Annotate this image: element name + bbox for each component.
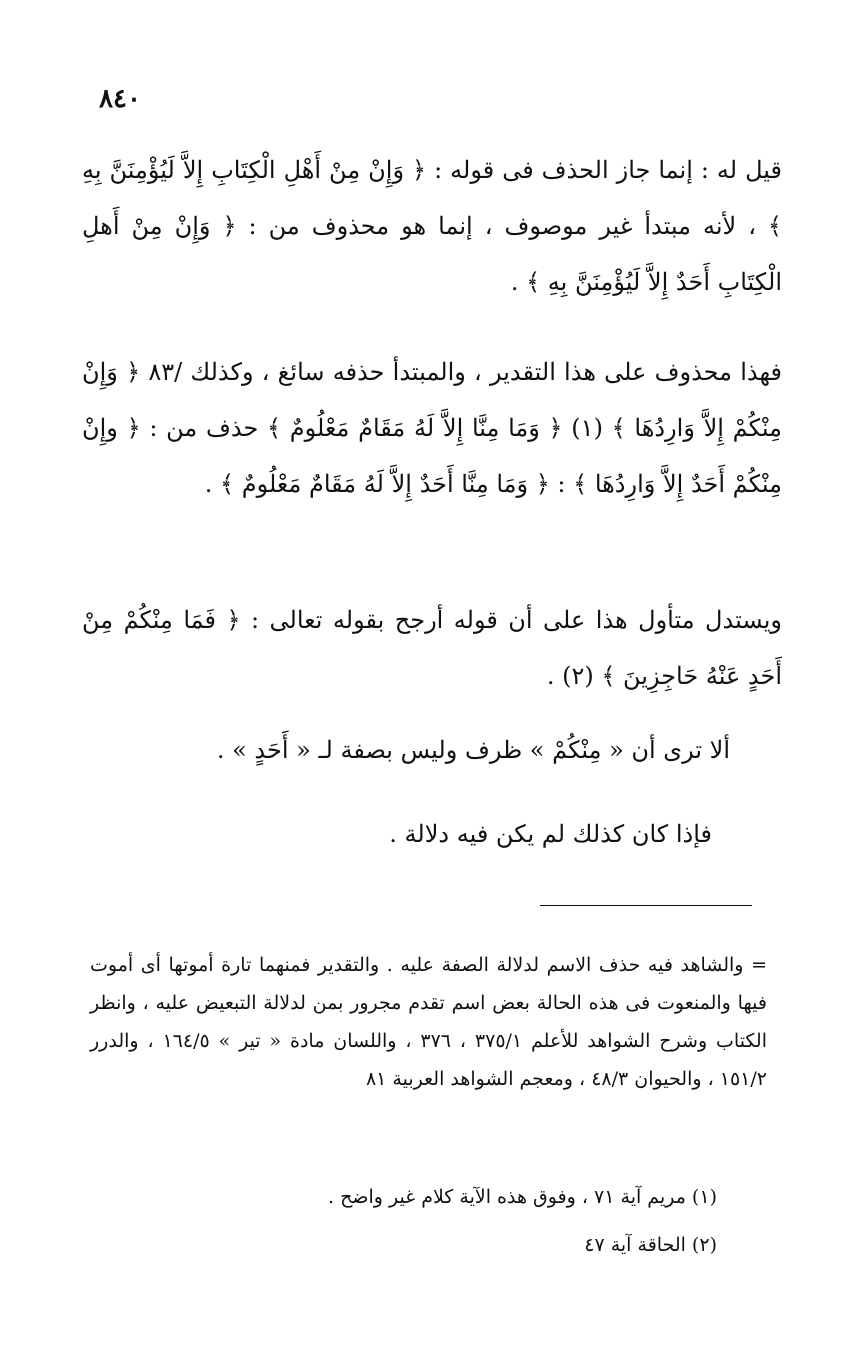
footnote-continuation: = والشاهد فيه حذف الاسم لدلالة الصفة عليه . والتقدير فمنهما تارة أموتها أى أموت فيها والمنعوت فى هذه الحالة بعض اسم تقدم مجرور بمن لدلالة التبعيض عليه ، وانظر الكتاب وشرح الشواهد للأعلم ٣٧٥/١ ، ٣٧٦ ، واللسان مادة « تير » ١٦٤/٥ ، والدرر ١٥١/٢ ، والحيوان ٤٨/٣ ، ومعجم الشواهد العربية ٨١ bbox=[90, 954, 767, 1090]
body-paragraph-1: قيل له : إنما جاز الحذف فى قوله : ﴿ وَإِنْ مِنْ أَهْلِ الْكِتَابِ إِلاَّ لَيُؤْمِنَنَّ بِهِ ﴾ ، لأنه مبتدأ غير موصوف ، إنما هو محذوف من : ﴿ وَإِنْ مِنْ أَهلِ الْكِتَابِ أَحَدٌ إِلاَّ لَيُؤْمِنَنَّ بِهِ ﴾ . bbox=[82, 156, 782, 296]
body-paragraph-4: ألا ترى أن « مِنْكُمْ » ظرف وليس بصفة لـ « أَحَدٍ » . bbox=[216, 736, 730, 764]
footnote-1: (١) مريم آية ٧١ ، وفوق هذه الآية كلام غير واضح . bbox=[328, 1186, 717, 1208]
page-number: ٨٤٠ bbox=[99, 84, 141, 114]
body-paragraph-2: فهذا محذوف على هذا التقدير ، والمبتدأ حذفه سائغ ، وكذلك /٨٣ ﴿ وَإِنْ مِنْكُمْ إِلاَّ وَارِدُهَا ﴾ (١) ﴿ وَمَا مِنَّا إِلاَّ لَهُ مَقَامٌ مَعْلُومٌ ﴾ حذف من : ﴿ وإِنْ مِنْكُمْ أَحَدٌ إِلاَّ وَارِدُهَا ﴾ : ﴿ وَمَا مِنَّا أَحَدٌ إِلاَّ لَهُ مَقَامٌ مَعْلُومٌ ﴾ . bbox=[82, 358, 783, 498]
footnote-divider bbox=[540, 905, 752, 906]
body-paragraph-5: فإذا كان كذلك لم يكن فيه دلالة . bbox=[389, 820, 712, 848]
footnote-2: (٢) الحاقة آية ٤٧ bbox=[584, 1234, 717, 1256]
body-paragraph-3: ويستدل متأول هذا على أن قوله أرجح بقوله تعالى : ﴿ فَمَا مِنْكُمْ مِنْ أَحَدٍ عَنْهُ حَاجِزِينَ ﴾ (٢) . bbox=[82, 606, 782, 690]
